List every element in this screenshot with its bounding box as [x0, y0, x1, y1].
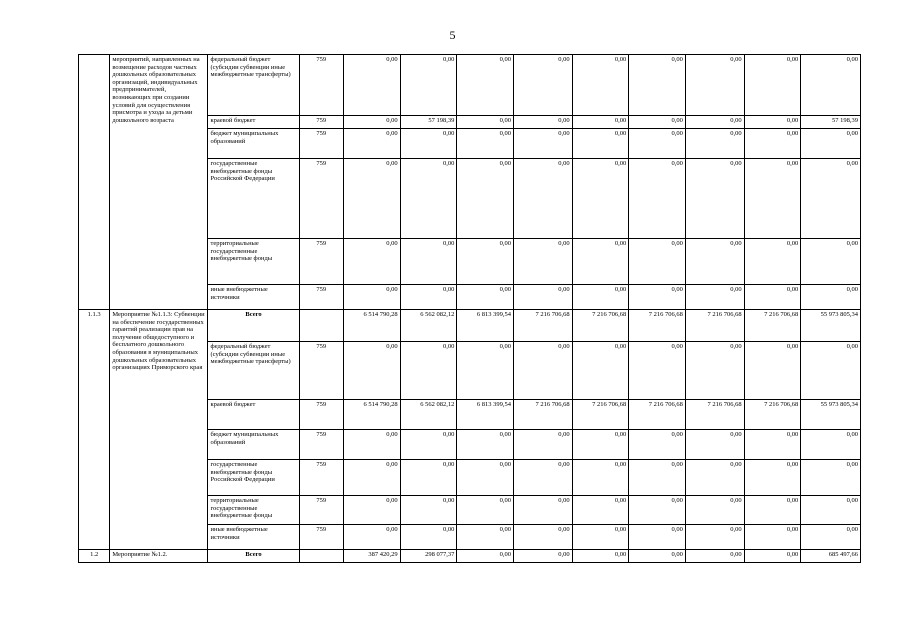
amount-cell: 0,00 [344, 159, 401, 239]
funding-source: иные внебюджетные источники [208, 525, 299, 550]
amount-cell: 0,00 [572, 159, 629, 239]
amount-cell: 0,00 [344, 285, 401, 310]
item-description: Мероприятие №1.2. [110, 550, 208, 563]
amount-cell: 0,00 [744, 285, 801, 310]
amount-cell: 0,00 [513, 525, 572, 550]
amount-cell: 0,00 [457, 525, 514, 550]
page-number: 5 [449, 28, 456, 42]
amount-cell: 7 216 706,68 [685, 400, 744, 430]
amount-cell: 0,00 [629, 116, 686, 129]
amount-cell: 7 216 706,68 [513, 400, 572, 430]
amount-cell: 57 198,39 [400, 116, 457, 129]
amount-cell: 0,00 [457, 159, 514, 239]
amount-cell: 0,00 [629, 159, 686, 239]
amount-cell: 0,00 [629, 430, 686, 460]
amount-cell: 7 216 706,68 [685, 310, 744, 342]
funding-source: федеральный бюджет (субсидии субвенции иные межбюджетные трансферты) [208, 342, 299, 400]
amount-cell: 7 216 706,68 [572, 400, 629, 430]
budget-table [78, 54, 861, 563]
amount-total-cell: 685 497,66 [801, 550, 861, 563]
amount-cell: 0,00 [685, 116, 744, 129]
amount-cell: 0,00 [400, 525, 457, 550]
budget-code: 759 [299, 496, 344, 525]
amount-cell: 0,00 [629, 239, 686, 285]
amount-cell: 0,00 [400, 159, 457, 239]
amount-total-cell: 0,00 [801, 159, 861, 239]
amount-cell: 0,00 [572, 116, 629, 129]
budget-code [299, 310, 344, 342]
amount-cell: 0,00 [629, 525, 686, 550]
amount-cell: 0,00 [457, 460, 514, 496]
funding-source: территориальные государственные внебюджетные фонды [208, 496, 299, 525]
amount-cell: 0,00 [457, 55, 514, 116]
amount-cell: 0,00 [629, 55, 686, 116]
amount-total-cell: 0,00 [801, 460, 861, 496]
amount-cell: 0,00 [457, 342, 514, 400]
amount-total-cell: 55 973 805,34 [801, 400, 861, 430]
amount-cell: 0,00 [572, 129, 629, 159]
budget-code: 759 [299, 430, 344, 460]
amount-cell: 0,00 [513, 285, 572, 310]
funding-source: иные внебюджетные источники [208, 285, 299, 310]
funding-source-total: Всего [208, 310, 299, 342]
amount-cell: 7 216 706,68 [744, 310, 801, 342]
item-number [79, 55, 110, 310]
amount-cell: 0,00 [685, 496, 744, 525]
amount-cell: 0,00 [744, 496, 801, 525]
amount-cell: 0,00 [685, 159, 744, 239]
amount-cell: 0,00 [457, 550, 514, 563]
amount-total-cell: 0,00 [801, 496, 861, 525]
amount-cell: 0,00 [744, 342, 801, 400]
amount-cell: 7 216 706,68 [572, 310, 629, 342]
amount-cell: 7 216 706,68 [744, 400, 801, 430]
budget-code [299, 550, 344, 563]
budget-code: 759 [299, 342, 344, 400]
amount-cell: 6 813 399,54 [457, 400, 514, 430]
amount-cell: 0,00 [744, 159, 801, 239]
amount-cell: 0,00 [400, 239, 457, 285]
amount-cell: 0,00 [513, 239, 572, 285]
amount-cell: 0,00 [400, 129, 457, 159]
amount-cell: 0,00 [685, 239, 744, 285]
amount-cell: 0,00 [513, 430, 572, 460]
amount-cell: 6 813 399,54 [457, 310, 514, 342]
amount-cell: 0,00 [513, 116, 572, 129]
funding-source: бюджет муниципальных образований [208, 430, 299, 460]
amount-cell: 6 514 790,28 [344, 310, 401, 342]
amount-cell: 0,00 [344, 342, 401, 400]
amount-total-cell: 0,00 [801, 239, 861, 285]
amount-cell: 0,00 [685, 285, 744, 310]
amount-cell: 0,00 [572, 525, 629, 550]
budget-code: 759 [299, 129, 344, 159]
amount-cell: 7 216 706,68 [629, 310, 686, 342]
amount-cell: 0,00 [400, 460, 457, 496]
item-description: Мероприятие №1.1.3: Субвенции на обеспечение государственных гарантий реализации прав на получение общедоступного и бесплатного дошкольного образования в муниципальных дошкольных образовательных организациях Приморского края [110, 310, 208, 550]
amount-cell: 0,00 [457, 116, 514, 129]
amount-cell: 0,00 [572, 239, 629, 285]
table-total-row [79, 550, 861, 563]
amount-cell: 0,00 [457, 496, 514, 525]
amount-cell: 0,00 [744, 129, 801, 159]
amount-cell: 0,00 [572, 496, 629, 525]
amount-cell: 0,00 [629, 460, 686, 496]
amount-cell: 0,00 [344, 460, 401, 496]
amount-cell: 0,00 [572, 342, 629, 400]
amount-total-cell: 55 973 805,34 [801, 310, 861, 342]
amount-cell: 0,00 [572, 550, 629, 563]
amount-cell: 298 077,37 [400, 550, 457, 563]
amount-cell: 0,00 [744, 550, 801, 563]
amount-cell: 0,00 [685, 55, 744, 116]
amount-cell: 6 562 082,12 [400, 310, 457, 342]
amount-cell: 0,00 [685, 460, 744, 496]
budget-code: 759 [299, 159, 344, 239]
amount-cell: 0,00 [685, 129, 744, 159]
amount-cell: 0,00 [629, 550, 686, 563]
amount-cell: 0,00 [629, 285, 686, 310]
budget-code: 759 [299, 525, 344, 550]
amount-cell: 0,00 [344, 430, 401, 460]
funding-source: государственные внебюджетные фонды Российской Федерации [208, 460, 299, 496]
budget-code: 759 [299, 116, 344, 129]
amount-cell: 0,00 [572, 460, 629, 496]
funding-source: краевой бюджет [208, 116, 299, 129]
funding-source: бюджет муниципальных образований [208, 129, 299, 159]
amount-cell: 0,00 [513, 55, 572, 116]
amount-cell: 0,00 [513, 342, 572, 400]
item-number: 1.2 [79, 550, 110, 563]
amount-cell: 0,00 [572, 55, 629, 116]
amount-cell: 0,00 [629, 496, 686, 525]
amount-cell: 0,00 [457, 430, 514, 460]
funding-source-total: Всего [208, 550, 299, 563]
amount-cell: 0,00 [685, 342, 744, 400]
amount-cell: 0,00 [400, 342, 457, 400]
amount-cell: 0,00 [457, 285, 514, 310]
amount-cell: 7 216 706,68 [629, 400, 686, 430]
budget-code: 759 [299, 400, 344, 430]
table-total-row [79, 310, 861, 342]
amount-cell: 0,00 [744, 239, 801, 285]
amount-total-cell: 0,00 [801, 342, 861, 400]
amount-cell: 0,00 [344, 239, 401, 285]
amount-total-cell: 0,00 [801, 129, 861, 159]
amount-cell: 0,00 [629, 129, 686, 159]
amount-cell: 0,00 [344, 496, 401, 525]
amount-total-cell: 0,00 [801, 55, 861, 116]
amount-cell: 0,00 [513, 159, 572, 239]
amount-cell: 0,00 [513, 460, 572, 496]
funding-source: краевой бюджет [208, 400, 299, 430]
amount-cell: 0,00 [344, 129, 401, 159]
item-number: 1.1.3 [79, 310, 110, 550]
amount-cell: 6 562 082,12 [400, 400, 457, 430]
amount-cell: 0,00 [457, 239, 514, 285]
amount-cell: 0,00 [629, 342, 686, 400]
amount-cell: 0,00 [400, 285, 457, 310]
amount-cell: 0,00 [685, 525, 744, 550]
amount-cell: 0,00 [685, 550, 744, 563]
table-row [79, 55, 861, 116]
budget-table-body [79, 55, 861, 563]
amount-cell: 0,00 [344, 116, 401, 129]
amount-cell: 387 420,29 [344, 550, 401, 563]
item-description: мероприятий, направленных на возмещение расходов частных дошкольных образовательных организаций, индивидуальных предпринимателей, возникающих при создании условий для осуществления присмотра и ухода за детьми дошкольного возраста [110, 55, 208, 310]
amount-total-cell: 57 198,39 [801, 116, 861, 129]
amount-cell: 0,00 [685, 430, 744, 460]
amount-total-cell: 0,00 [801, 525, 861, 550]
amount-cell: 0,00 [744, 116, 801, 129]
amount-cell: 0,00 [400, 496, 457, 525]
amount-cell: 7 216 706,68 [513, 310, 572, 342]
amount-cell: 0,00 [572, 430, 629, 460]
amount-cell: 0,00 [744, 55, 801, 116]
funding-source: федеральный бюджет (субсидии субвенции иные межбюджетные трансферты) [208, 55, 299, 116]
amount-cell: 0,00 [400, 430, 457, 460]
amount-cell: 0,00 [457, 129, 514, 159]
amount-cell: 0,00 [344, 525, 401, 550]
budget-code: 759 [299, 285, 344, 310]
amount-cell: 0,00 [344, 55, 401, 116]
amount-cell: 0,00 [513, 496, 572, 525]
budget-code: 759 [299, 55, 344, 116]
amount-cell: 0,00 [572, 285, 629, 310]
amount-cell: 0,00 [400, 55, 457, 116]
amount-cell: 0,00 [744, 525, 801, 550]
amount-cell: 6 514 790,28 [344, 400, 401, 430]
amount-cell: 0,00 [513, 550, 572, 563]
amount-cell: 0,00 [744, 460, 801, 496]
amount-total-cell: 0,00 [801, 285, 861, 310]
budget-code: 759 [299, 239, 344, 285]
funding-source: государственные внебюджетные фонды Российской Федерации [208, 159, 299, 239]
amount-cell: 0,00 [513, 129, 572, 159]
funding-source: территориальные государственные внебюджетные фонды [208, 239, 299, 285]
budget-code: 759 [299, 460, 344, 496]
amount-cell: 0,00 [744, 430, 801, 460]
amount-total-cell: 0,00 [801, 430, 861, 460]
